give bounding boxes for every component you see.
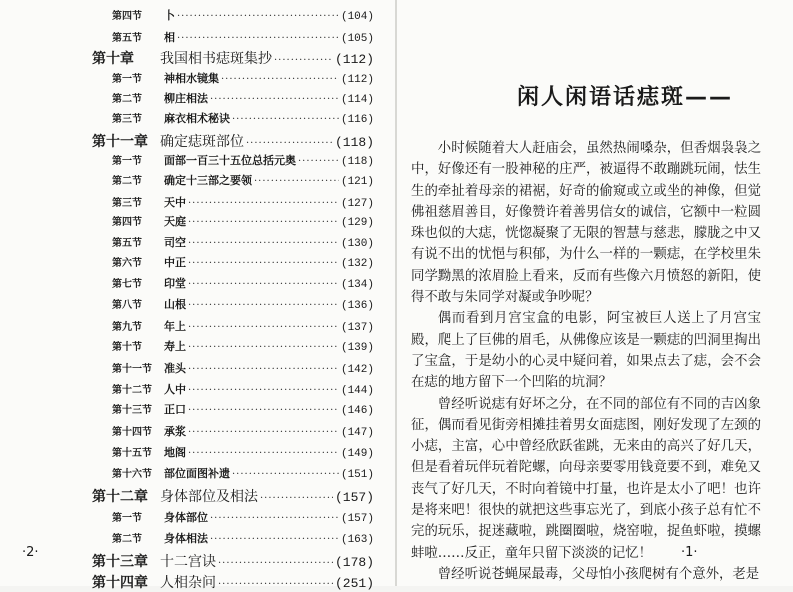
toc-number: 第八节	[112, 300, 142, 311]
toc-section-row	[112, 110, 374, 130]
right-page-number: ·1·	[681, 545, 698, 560]
toc-number: 第三节	[112, 198, 142, 209]
toc-number: 第四节	[112, 217, 142, 228]
toc-page-number: (114)	[340, 94, 374, 106]
toc-title: 确定痣斑部位	[160, 134, 244, 150]
toc-chapter-row	[92, 572, 374, 592]
toc-section-row	[112, 29, 374, 49]
toc-title: 准头	[164, 362, 186, 375]
right-page	[397, 0, 793, 586]
toc-page-number: (116)	[340, 114, 374, 126]
toc-page-number: (151)	[340, 469, 374, 481]
toc-number: 第九节	[112, 322, 142, 333]
toc-leader-dots	[221, 74, 339, 85]
toc-title: 司空	[164, 236, 186, 249]
toc-leader-dots	[188, 448, 339, 459]
toc-section-row	[112, 275, 374, 295]
toc-number: 第十二节	[112, 385, 152, 396]
toc-title: 柳庄相法	[164, 92, 208, 105]
toc-leader-dots	[177, 11, 339, 22]
toc-title: 人相杂问	[160, 575, 216, 591]
toc-title: 身体相法	[164, 532, 208, 545]
toc-number: 第十五节	[112, 448, 152, 459]
toc-title: 天庭	[164, 215, 186, 228]
toc-page-number: (157)	[340, 513, 374, 525]
toc-leader-dots	[188, 279, 339, 290]
toc-page-number: (130)	[340, 238, 374, 250]
toc-title: 寿上	[164, 340, 186, 353]
toc-page-number: (157)	[334, 490, 374, 505]
toc-leader-dots	[188, 427, 339, 438]
toc-section-row	[112, 381, 374, 401]
toc-number: 第三节	[112, 114, 142, 125]
toc-number: 第十六节	[112, 469, 152, 480]
toc-page-number: (251)	[334, 576, 374, 591]
toc-page-number: (112)	[334, 52, 374, 67]
toc-leader-dots	[260, 493, 333, 504]
toc-title: 十二宫诀	[160, 554, 216, 570]
toc-title: 中正	[164, 256, 186, 269]
toc-section-row	[112, 152, 374, 172]
toc-number: 第二节	[112, 176, 142, 187]
toc-section-row	[112, 7, 374, 27]
left-page	[0, 0, 396, 591]
toc-title: 相	[164, 31, 175, 44]
toc-title: 部位面图补遗	[164, 467, 230, 480]
article-paragraph: 曾经听说痣有好坏之分，在不同的部位有不同的吉凶象征，偶而看见街旁相摊挂着男女面痣图，刚好发现了左颈的小痣，主富，心中曾经欣跃雀跳，无来由的高兴了好几天，但是看着玩伴玩着陀螺，向母亲要零用钱竟要不到，难免又丧气了好几天，不时向着镜中打量，也许是太小了吧！也许是将来吧！很快的就把这些事忘光了，到底小孩子总有忙不完的玩乐，捉迷藏啦，跳圈圈啦，烧窑啦，捉鱼虾啦，摸螺蚌啦……反正，童年只留下淡淡的记忆！	[411, 396, 761, 561]
toc-section-row	[112, 70, 374, 90]
toc-page-number: (104)	[340, 11, 374, 23]
toc-number: 第十四节	[112, 427, 152, 438]
article-paragraph: 偶而看到月宫宝盒的电影，阿宝被巨人送上了月宫宝殿，爬上了巨佛的眉毛，从佛像应该是一颗痣的凹洞里掏出了宝盒，于是幼小的心灵中疑问着，如果点去了痣，会不会在痣的地方留下一个凹陷的坑洞？	[411, 311, 761, 391]
toc-number: 第十三节	[112, 405, 152, 416]
toc-leader-dots	[210, 94, 339, 105]
toc-leader-dots	[246, 138, 333, 149]
toc-page-number: (105)	[340, 33, 374, 45]
toc-title: 人中	[164, 383, 186, 396]
article-title: 闲人闲语话痣斑——	[517, 85, 734, 110]
toc-section-row	[112, 234, 374, 254]
toc-number: 第一节	[112, 513, 142, 524]
toc-leader-dots	[188, 300, 339, 311]
toc-title: 山根	[164, 298, 186, 311]
toc-leader-dots	[274, 55, 333, 66]
toc-section-row	[112, 530, 374, 550]
toc-section-row	[112, 318, 374, 338]
toc-number: 第一节	[112, 156, 142, 167]
toc-title: 我国相书痣斑集抄	[160, 51, 272, 67]
toc-title: 身体部位及相法	[160, 489, 258, 505]
toc-number: 第一节	[112, 74, 142, 85]
toc-leader-dots	[177, 33, 339, 44]
toc-section-row	[112, 194, 374, 214]
toc-page-number: (118)	[340, 156, 374, 168]
toc-leader-dots	[254, 176, 339, 187]
toc-leader-dots	[218, 579, 333, 590]
toc-title: 神相水镜集	[164, 72, 219, 85]
toc-page-number: (134)	[340, 279, 374, 291]
toc-leader-dots	[218, 558, 333, 569]
toc-leader-dots	[188, 217, 339, 228]
toc-section-row	[112, 254, 374, 274]
toc-title: 印堂	[164, 277, 186, 290]
toc-title: 卜	[164, 9, 175, 22]
toc-leader-dots	[188, 238, 339, 249]
toc-chapter-row	[92, 486, 374, 506]
toc-number: 第十节	[112, 342, 142, 353]
toc-section-row	[112, 360, 374, 380]
toc-page-number: (118)	[334, 135, 374, 150]
toc-page-number: (178)	[334, 555, 374, 570]
toc-section-row	[112, 465, 374, 485]
article-body	[411, 138, 761, 585]
toc-section-row	[112, 509, 374, 529]
toc-page-number: (139)	[340, 342, 374, 354]
toc-page-number: (142)	[340, 364, 374, 376]
toc-number: 第二节	[112, 534, 142, 545]
toc-leader-dots	[210, 534, 339, 545]
toc-number: 第十四章	[92, 575, 148, 591]
toc-page-number: (132)	[340, 258, 374, 270]
article-paragraph: 曾经听说苍蝇屎最毒，父母怕小孩爬树有个意外，老是	[437, 566, 760, 582]
toc-leader-dots	[188, 322, 339, 333]
toc-number: 第二节	[112, 94, 142, 105]
toc-page-number: (121)	[340, 176, 374, 188]
toc-chapter-row	[92, 131, 374, 151]
toc-number: 第十二章	[92, 489, 148, 505]
toc-number: 第十三章	[92, 554, 148, 570]
toc-leader-dots	[232, 469, 339, 480]
toc-number: 第六节	[112, 258, 142, 269]
toc-title: 年上	[164, 320, 186, 333]
toc-page-number: (149)	[340, 448, 374, 460]
toc-section-row	[112, 90, 374, 110]
toc-title: 麻衣相术秘诀	[164, 112, 230, 125]
toc-section-row	[112, 444, 374, 464]
toc-number: 第十章	[92, 51, 134, 67]
toc-page-number: (137)	[340, 322, 374, 334]
toc-page-number: (129)	[340, 217, 374, 229]
toc-leader-dots	[188, 258, 339, 269]
toc-title: 身体部位	[164, 511, 208, 524]
toc-title: 确定十三部之要领	[164, 174, 252, 187]
toc-number: 第五节	[112, 238, 142, 249]
toc-leader-dots	[188, 364, 339, 375]
toc-section-row	[112, 401, 374, 421]
toc-page-number: (147)	[340, 427, 374, 439]
toc-chapter-row	[92, 48, 374, 68]
toc-leader-dots	[188, 405, 339, 416]
toc-number: 第四节	[112, 11, 142, 22]
toc-section-row	[112, 338, 374, 358]
toc-page-number: (144)	[340, 385, 374, 397]
toc-page-number: (163)	[340, 534, 374, 546]
toc-number: 第十一章	[92, 134, 148, 150]
toc-chapter-row	[92, 551, 374, 571]
toc-page-number: (146)	[340, 405, 374, 417]
toc-number: 第七节	[112, 279, 142, 290]
toc-section-row	[112, 423, 374, 443]
toc-page-number: (136)	[340, 300, 374, 312]
toc-page-number: (112)	[340, 74, 374, 86]
toc-section-row	[112, 213, 374, 233]
toc-leader-dots	[188, 385, 339, 396]
toc-title: 承浆	[164, 425, 186, 438]
toc-section-row	[112, 296, 374, 316]
toc-page-number: (127)	[340, 198, 374, 210]
toc-leader-dots	[232, 114, 339, 125]
toc-number: 第五节	[112, 33, 142, 44]
toc-leader-dots	[298, 156, 339, 167]
toc-title: 面部一百三十五位总括元奥	[164, 154, 296, 167]
toc-title: 地阁	[164, 446, 186, 459]
toc-title: 正口	[164, 403, 186, 416]
toc-number: 第十一节	[112, 364, 152, 375]
left-page-number: ·2·	[22, 545, 39, 560]
toc-section-row	[112, 172, 374, 192]
toc-leader-dots	[188, 342, 339, 353]
toc-leader-dots	[210, 513, 339, 524]
article-paragraph: 小时候随着大人赶庙会，虽然热闹嗓杂，但香烟袅袅之中，好像还有一股神秘的庄严，被逼得不敢蹦跳玩闹，怯生生的牵扯着母亲的裙裾，好奇的偷窥或立或坐的神像，但觉佛祖慈眉善目，好像赞许着善男信女的诚信，它额中一粒圆珠也似的大痣，恍惚凝聚了无限的智慧与慈悲，朦胧之中又有说不出的忧悒与积郁，为什么一样的一颗痣，在学校里朱同学黝黑的浓眉脸上看来，反而有些像六月愤怒的新阳，使得不敢与朱同学对凝或争吵呢？	[411, 141, 761, 306]
toc-title: 天中	[164, 196, 186, 209]
toc-leader-dots	[188, 198, 339, 209]
